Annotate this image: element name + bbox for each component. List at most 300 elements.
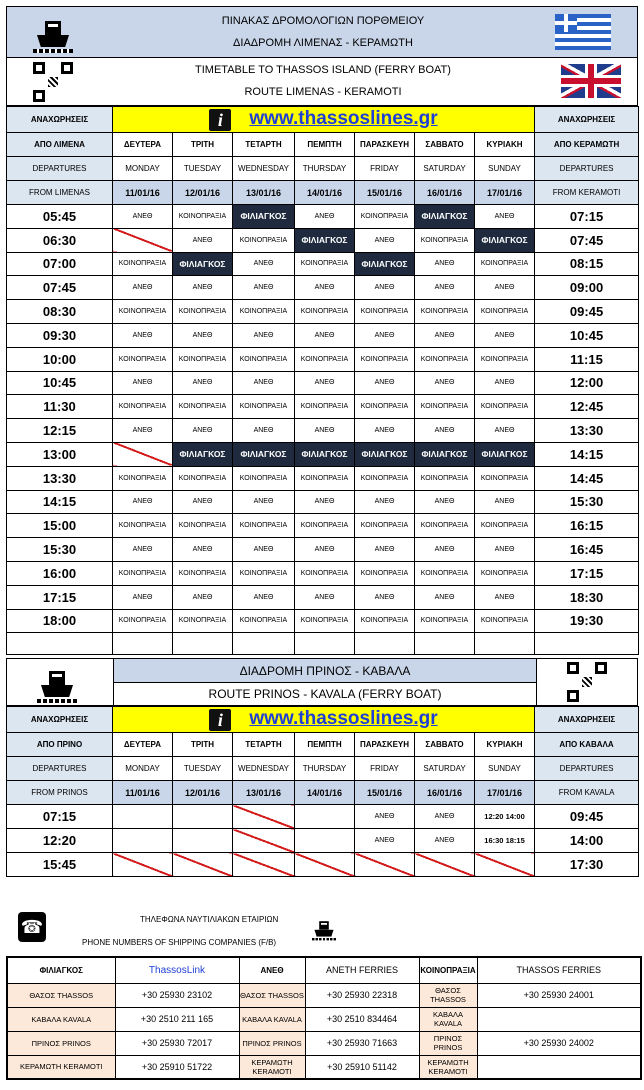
schedule-cell: ΚΟΙΝΟΠΡΑΞΙΑ — [475, 395, 535, 419]
phone-number[interactable] — [477, 1007, 641, 1031]
schedule-cell — [173, 805, 233, 829]
uk-flag-icon — [561, 64, 621, 98]
route2-day-gr-6: ΚΥΡΙΑΚΗ — [475, 733, 535, 757]
schedule-cell: ΑΝΕΘ — [233, 371, 295, 395]
empty-cell — [173, 633, 233, 655]
schedule-cell: ΚΟΙΝΟΠΡΑΞΙΑ — [233, 609, 295, 633]
route2-day-en-3: THURSDAY — [295, 757, 355, 781]
schedule-cell: ΑΝΕΘ — [355, 490, 415, 514]
schedule-cell: ΑΝΕΘ — [355, 228, 415, 252]
phone-number[interactable]: +30 2510 834464 — [305, 1007, 419, 1031]
schedule-cell: ΚΟΙΝΟΠΡΑΞΙΑ — [475, 466, 535, 490]
schedule-cell: ΑΝΕΘ — [415, 371, 475, 395]
route2-right-header-1: ΑΝΑΧΩΡΗΣΕΙΣ — [535, 707, 639, 733]
phone-place: ΚΕΡΑΜΩΤΗ KERAMOTI — [239, 1055, 305, 1079]
route1-left-header-1: ΑΝΑΧΩΡΗΣΕΙΣ — [7, 107, 113, 133]
info-icon: i — [209, 109, 231, 131]
route1-day-en-2: WEDNESDAY — [233, 157, 295, 181]
route2-day-gr-4: ΠΑΡΑΣΚΕΥΗ — [355, 733, 415, 757]
schedule-cell: ΑΝΕΘ — [173, 538, 233, 562]
greek-route: ΔΙΑΔΡΟΜΗ ΛΙΜΕΝΑΣ - ΚΕΡΑΜΩΤΗ — [233, 37, 413, 49]
schedule-cell: ΑΝΕΘ — [173, 585, 233, 609]
return-time: 14:00 — [535, 829, 639, 853]
schedule-cell: ΑΝΕΘ — [113, 323, 173, 347]
schedule-cell: ΚΟΙΝΟΠΡΑΞΙΑ — [113, 561, 173, 585]
schedule-cell: ΚΟΙΝΟΠΡΑΞΙΑ — [233, 228, 295, 252]
return-time: 09:00 — [535, 276, 639, 300]
route2-day-gr-0: ΔΕΥΤΕΡΑ — [113, 733, 173, 757]
departure-time: 13:00 — [7, 442, 113, 466]
table-row — [7, 561, 639, 585]
phone-number[interactable]: +30 25930 22318 — [305, 983, 419, 1007]
schedule-cell: ΑΝΕΘ — [173, 490, 233, 514]
schedule-cell: ΑΝΕΘ — [355, 371, 415, 395]
route1-left-header-4: FROM LIMENAS — [7, 181, 113, 205]
schedule-cell: ΦΙΛΙΑΓΚΟΣ — [415, 442, 475, 466]
phone-number[interactable]: +30 25930 72017 — [115, 1031, 239, 1055]
schedule-cell: ΦΙΛΙΑΓΚΟΣ — [295, 228, 355, 252]
schedule-cell: ΚΟΙΝΟΠΡΑΞΙΑ — [475, 300, 535, 324]
schedule-cell: ΚΟΙΝΟΠΡΑΞΙΑ — [173, 347, 233, 371]
schedule-cell: ΑΝΕΘ — [475, 538, 535, 562]
phone-place: ΠΡΙΝΟΣ PRINOS — [239, 1031, 305, 1055]
schedule-cell: ΦΙΛΙΑΓΚΟΣ — [233, 205, 295, 229]
phone-icon: ☎ — [18, 912, 46, 942]
no-service-cell — [173, 853, 233, 877]
route1-day-date-6: 17/01/16 — [475, 181, 535, 205]
route2-day-date-1: 12/01/16 — [173, 781, 233, 805]
schedule-cell: ΦΙΛΙΑΓΚΟΣ — [233, 442, 295, 466]
route1-day-date-4: 15/01/16 — [355, 181, 415, 205]
schedule-cell: ΦΙΛΙΑΓΚΟΣ — [173, 442, 233, 466]
schedule-cell: ΑΝΕΘ — [355, 538, 415, 562]
return-time: 16:15 — [535, 514, 639, 538]
table-row — [7, 442, 639, 466]
schedule-cell: ΦΙΛΙΑΓΚΟΣ — [173, 252, 233, 276]
phone-place: ΚΕΡΑΜΩΤΗ KERAMOTI — [7, 1055, 115, 1079]
return-time: 09:45 — [535, 300, 639, 324]
no-service-cell — [355, 853, 415, 877]
schedule-cell: ΑΝΕΘ — [355, 829, 415, 853]
empty-cell — [535, 633, 639, 655]
phone-place: ΠΡΙΝΟΣ PRINOS — [419, 1031, 477, 1055]
schedule-cell: ΑΝΕΘ — [113, 419, 173, 443]
schedule-cell: ΚΟΙΝΟΠΡΑΞΙΑ — [295, 395, 355, 419]
schedule-cell: ΑΝΕΘ — [415, 538, 475, 562]
schedule-cell: ΚΟΙΝΟΠΡΑΞΙΑ — [415, 395, 475, 419]
empty-cell — [113, 633, 173, 655]
return-time: 15:30 — [535, 490, 639, 514]
schedule-cell: ΑΝΕΘ — [113, 205, 173, 229]
schedule-cell: ΚΟΙΝΟΠΡΑΞΙΑ — [475, 561, 535, 585]
schedule-cell — [113, 829, 173, 853]
schedule-cell: ΚΟΙΝΟΠΡΑΞΙΑ — [355, 514, 415, 538]
phone-number[interactable]: +30 25910 51722 — [115, 1055, 239, 1079]
schedule-cell: ΚΟΙΝΟΠΡΑΞΙΑ — [295, 300, 355, 324]
return-time: 11:15 — [535, 347, 639, 371]
schedule-cell: ΑΝΕΘ — [475, 323, 535, 347]
route2-day-en-0: MONDAY — [113, 757, 173, 781]
no-service-cell — [113, 228, 173, 252]
table-row — [7, 252, 639, 276]
schedule-cell: ΑΝΕΘ — [475, 490, 535, 514]
route1-day-gr-0: ΔΕΥΤΕΡΑ — [113, 133, 173, 157]
schedule-cell: ΚΟΙΝΟΠΡΑΞΙΑ — [415, 466, 475, 490]
schedule-cell: ΚΟΙΝΟΠΡΑΞΙΑ — [295, 561, 355, 585]
schedule-cell: ΚΟΙΝΟΠΡΑΞΙΑ — [355, 609, 415, 633]
departure-time: 15:45 — [7, 853, 113, 877]
schedule-cell: ΑΝΕΘ — [475, 585, 535, 609]
route2-day-en-1: TUESDAY — [173, 757, 233, 781]
schedule-cell: ΚΟΙΝΟΠΡΑΞΙΑ — [415, 228, 475, 252]
route2-day-gr-1: ΤΡΙΤΗ — [173, 733, 233, 757]
phone-place: ΠΡΙΝΟΣ PRINOS — [7, 1031, 115, 1055]
route2-left-header-2: ΑΠΟ ΠΡΙΝΟ — [7, 733, 113, 757]
spacer-row — [7, 633, 639, 655]
schedule-cell: ΑΝΕΘ — [295, 419, 355, 443]
route1-day-gr-5: ΣΑΒΒΑΤΟ — [415, 133, 475, 157]
table-row — [7, 609, 639, 633]
schedule-cell: 16:30 18:15 — [475, 829, 535, 853]
route1-right-header-3: DEPARTURES — [535, 157, 639, 181]
greek-flag-icon — [555, 14, 611, 50]
route2-day-en-2: WEDNESDAY — [233, 757, 295, 781]
schedule-cell: ΑΝΕΘ — [113, 585, 173, 609]
table-row — [7, 466, 639, 490]
departure-time: 15:00 — [7, 514, 113, 538]
schedule-cell: ΑΝΕΘ — [355, 805, 415, 829]
schedule-cell: ΚΟΙΝΟΠΡΑΞΙΑ — [355, 300, 415, 324]
no-service-cell — [233, 853, 295, 877]
phone-place: ΘΑΣΟΣ THASSOS — [7, 983, 115, 1007]
route1-day-gr-4: ΠΑΡΑΣΚΕΥΗ — [355, 133, 415, 157]
schedule-cell: ΚΟΙΝΟΠΡΑΞΙΑ — [295, 347, 355, 371]
table-row — [7, 205, 639, 229]
schedule-cell: ΑΝΕΘ — [355, 276, 415, 300]
return-time: 16:45 — [535, 538, 639, 562]
schedule-cell: ΦΙΛΙΑΓΚΟΣ — [415, 205, 475, 229]
route2-timetable — [6, 706, 639, 877]
route1-left-header-3: DEPARTURES — [7, 157, 113, 181]
schedule-cell: ΑΝΕΘ — [415, 419, 475, 443]
departure-time: 17:15 — [7, 585, 113, 609]
route1-day-en-1: TUESDAY — [173, 157, 233, 181]
schedule-cell: ΑΝΕΘ — [295, 371, 355, 395]
route1-day-en-4: FRIDAY — [355, 157, 415, 181]
return-time: 07:15 — [535, 205, 639, 229]
return-time: 07:45 — [535, 228, 639, 252]
no-service-cell — [475, 853, 535, 877]
english-title: TIMETABLE TO THASSOS ISLAND (FERRY BOAT) — [195, 64, 451, 76]
schedule-cell: ΑΝΕΘ — [295, 323, 355, 347]
departure-time: 09:30 — [7, 323, 113, 347]
schedule-cell: ΑΝΕΘ — [295, 276, 355, 300]
schedule-cell: ΑΝΕΘ — [415, 276, 475, 300]
schedule-cell: ΦΙΛΙΑΓΚΟΣ — [295, 442, 355, 466]
schedule-cell: ΚΟΙΝΟΠΡΑΞΙΑ — [295, 609, 355, 633]
route2-left-header-3: DEPARTURES — [7, 757, 113, 781]
phone-number[interactable]: +30 2510 211 165 — [115, 1007, 239, 1031]
phone-number[interactable]: +30 25930 24001 — [477, 983, 641, 1007]
empty-cell — [415, 633, 475, 655]
phone-place: ΚΕΡΑΜΩΤΗ KERAMOTI — [419, 1055, 477, 1079]
route1-day-date-1: 12/01/16 — [173, 181, 233, 205]
table-row — [7, 300, 639, 324]
phone-number[interactable]: +30 25910 51142 — [305, 1055, 419, 1079]
return-time: 17:15 — [535, 561, 639, 585]
website-banner-2 — [113, 707, 535, 733]
schedule-cell: ΚΟΙΝΟΠΡΑΞΙΑ — [355, 205, 415, 229]
route2-day-date-4: 15/01/16 — [355, 781, 415, 805]
top-header — [6, 6, 638, 58]
schedule-cell: ΚΟΙΝΟΠΡΑΞΙΑ — [415, 609, 475, 633]
schedule-cell: ΑΝΕΘ — [355, 585, 415, 609]
phone-place: ΚΑΒΑΛΑ KAVALA — [7, 1007, 115, 1031]
table-row — [7, 829, 639, 853]
departure-time: 08:30 — [7, 300, 113, 324]
company-code: ΚΟΙΝΟΠΡΑΞΙΑ — [419, 957, 477, 983]
schedule-cell: ΚΟΙΝΟΠΡΑΞΙΑ — [173, 514, 233, 538]
company-name: ThassosLink — [115, 957, 239, 983]
return-time: 19:30 — [535, 609, 639, 633]
route1-day-en-5: SATURDAY — [415, 157, 475, 181]
schedule-cell: ΑΝΕΘ — [233, 323, 295, 347]
return-time: 14:45 — [535, 466, 639, 490]
no-service-cell — [415, 853, 475, 877]
route1-right-header-2: ΑΠΟ ΚΕΡΑΜΩΤΗ — [535, 133, 639, 157]
route1-day-gr-1: ΤΡΙΤΗ — [173, 133, 233, 157]
schedule-cell: ΚΟΙΝΟΠΡΑΞΙΑ — [475, 514, 535, 538]
return-time: 09:45 — [535, 805, 639, 829]
route2-header — [6, 658, 638, 706]
route2-left-header-1: ΑΝΑΧΩΡΗΣΕΙΣ — [7, 707, 113, 733]
schedule-cell: 12:20 14:00 — [475, 805, 535, 829]
phone-place: ΘΑΣΟΣ THASSOS — [239, 983, 305, 1007]
company-code: ΦΙΛΙΑΓΚΟΣ — [7, 957, 115, 983]
return-time: 12:45 — [535, 395, 639, 419]
schedule-cell: ΑΝΕΘ — [295, 538, 355, 562]
schedule-cell: ΚΟΙΝΟΠΡΑΞΙΑ — [415, 561, 475, 585]
schedule-cell: ΑΝΕΘ — [173, 371, 233, 395]
no-service-cell — [233, 805, 295, 829]
schedule-cell: ΑΝΕΘ — [475, 371, 535, 395]
route2-day-date-3: 14/01/16 — [295, 781, 355, 805]
ferry-ship-icon-3 — [312, 926, 326, 940]
route2-day-en-4: FRIDAY — [355, 757, 415, 781]
route2-right-header-3: DEPARTURES — [535, 757, 639, 781]
schedule-cell: ΑΝΕΘ — [415, 252, 475, 276]
schedule-cell: ΚΟΙΝΟΠΡΑΞΙΑ — [233, 347, 295, 371]
departure-time: 06:30 — [7, 228, 113, 252]
no-service-cell — [113, 853, 173, 877]
no-service-cell — [295, 853, 355, 877]
schedule-cell: ΑΝΕΘ — [295, 205, 355, 229]
table-row — [7, 371, 639, 395]
ferry-ship-icon-2 — [37, 663, 77, 703]
departure-time: 10:00 — [7, 347, 113, 371]
schedule-cell: ΑΝΕΘ — [233, 276, 295, 300]
schedule-cell: ΚΟΙΝΟΠΡΑΞΙΑ — [295, 514, 355, 538]
route1-right-header-4: FROM KERAMOTI — [535, 181, 639, 205]
departure-time: 15:30 — [7, 538, 113, 562]
schedule-cell: ΑΝΕΘ — [475, 419, 535, 443]
schedule-cell: ΑΝΕΘ — [475, 205, 535, 229]
table-row — [7, 323, 639, 347]
schedule-cell: ΚΟΙΝΟΠΡΑΞΙΑ — [173, 561, 233, 585]
website-banner — [113, 107, 535, 133]
schedule-cell — [295, 805, 355, 829]
schedule-cell: ΑΝΕΘ — [475, 276, 535, 300]
route2-day-gr-3: ΠΕΜΠΤΗ — [295, 733, 355, 757]
table-row — [7, 853, 639, 877]
route2-day-date-2: 13/01/16 — [233, 781, 295, 805]
departure-time: 07:00 — [7, 252, 113, 276]
route2-day-date-0: 11/01/16 — [113, 781, 173, 805]
empty-cell — [355, 633, 415, 655]
route1-day-date-3: 14/01/16 — [295, 181, 355, 205]
route1-day-date-5: 16/01/16 — [415, 181, 475, 205]
schedule-cell: ΦΙΛΙΑΓΚΟΣ — [475, 442, 535, 466]
schedule-cell: ΚΟΙΝΟΠΡΑΞΙΑ — [113, 514, 173, 538]
company-code: ΑΝΕΘ — [239, 957, 305, 983]
route1-day-en-6: SUNDAY — [475, 157, 535, 181]
english-route: ROUTE LIMENAS - KERAMOTI — [244, 86, 402, 98]
departure-time: 05:45 — [7, 205, 113, 229]
company-name: ANETH FERRIES — [305, 957, 419, 983]
schedule-cell: ΑΝΕΘ — [415, 585, 475, 609]
route2-left-header-4: FROM PRINOS — [7, 781, 113, 805]
phones-title-en: PHONE NUMBERS OF SHIPPING COMPANIES (F/B) — [82, 938, 277, 947]
return-time: 13:30 — [535, 419, 639, 443]
route2-day-en-6: SUNDAY — [475, 757, 535, 781]
no-service-cell — [233, 829, 295, 853]
return-time: 08:15 — [535, 252, 639, 276]
route2-right-header-4: FROM KAVALA — [535, 781, 639, 805]
english-header — [6, 58, 638, 106]
schedule-cell: ΑΝΕΘ — [415, 829, 475, 853]
schedule-cell: ΚΟΙΝΟΠΡΑΞΙΑ — [355, 347, 415, 371]
schedule-cell: ΑΝΕΘ — [415, 490, 475, 514]
schedule-cell: ΑΝΕΘ — [233, 252, 295, 276]
departure-time: 14:15 — [7, 490, 113, 514]
schedule-cell — [295, 829, 355, 853]
schedule-cell: ΚΟΙΝΟΠΡΑΞΙΑ — [113, 466, 173, 490]
schedule-cell — [173, 829, 233, 853]
schedule-cell: ΚΟΙΝΟΠΡΑΞΙΑ — [295, 466, 355, 490]
departure-time: 07:45 — [7, 276, 113, 300]
schedule-cell: ΚΟΙΝΟΠΡΑΞΙΑ — [113, 395, 173, 419]
schedule-cell: ΑΝΕΘ — [113, 538, 173, 562]
route1-left-header-2: ΑΠΟ ΛΙΜΕΝΑ — [7, 133, 113, 157]
schedule-cell: ΚΟΙΝΟΠΡΑΞΙΑ — [113, 347, 173, 371]
return-time: 14:15 — [535, 442, 639, 466]
schedule-cell: ΑΝΕΘ — [113, 276, 173, 300]
phone-place: ΘΑΣΟΣ THASSOS — [419, 983, 477, 1007]
phone-number[interactable]: +30 25930 23102 — [115, 983, 239, 1007]
return-time: 12:00 — [535, 371, 639, 395]
schedule-cell: ΑΝΕΘ — [173, 228, 233, 252]
schedule-cell: ΚΟΙΝΟΠΡΑΞΙΑ — [475, 347, 535, 371]
schedule-cell: ΚΟΙΝΟΠΡΑΞΙΑ — [355, 395, 415, 419]
route1-day-gr-3: ΠΕΜΠΤΗ — [295, 133, 355, 157]
phone-number[interactable]: +30 25930 24002 — [477, 1031, 641, 1055]
route1-day-gr-2: ΤΕΤΑΡΤΗ — [233, 133, 295, 157]
schedule-cell: ΑΝΕΘ — [355, 323, 415, 347]
schedule-cell: ΚΟΙΝΟΠΡΑΞΙΑ — [355, 466, 415, 490]
phone-place: ΚΑΒΑΛΑ KAVALA — [239, 1007, 305, 1031]
schedule-cell: ΚΟΙΝΟΠΡΑΞΙΑ — [295, 252, 355, 276]
schedule-cell: ΦΙΛΙΑΓΚΟΣ — [355, 442, 415, 466]
schedule-cell: ΦΙΛΙΑΓΚΟΣ — [475, 228, 535, 252]
phones-table — [6, 956, 642, 1080]
empty-cell — [233, 633, 295, 655]
phone-number[interactable] — [477, 1055, 641, 1079]
route2-day-gr-2: ΤΕΤΑΡΤΗ — [233, 733, 295, 757]
departure-time: 10:45 — [7, 371, 113, 395]
website-link[interactable]: www.thassoslines.gr — [249, 108, 438, 130]
schedule-cell: ΑΝΕΘ — [233, 538, 295, 562]
route2-english-title: ROUTE PRINOS - KAVALA (FERRY BOAT) — [113, 683, 537, 706]
schedule-cell: ΚΟΙΝΟΠΡΑΞΙΑ — [233, 561, 295, 585]
route2-day-date-6: 17/01/16 — [475, 781, 535, 805]
schedule-cell: ΚΟΙΝΟΠΡΑΞΙΑ — [173, 466, 233, 490]
departure-time: 16:00 — [7, 561, 113, 585]
route1-day-en-3: THURSDAY — [295, 157, 355, 181]
schedule-cell: ΚΟΙΝΟΠΡΑΞΙΑ — [233, 466, 295, 490]
departure-time: 07:15 — [7, 805, 113, 829]
route2-right-header-2: ΑΠΟ ΚΑΒΑΛΑ — [535, 733, 639, 757]
schedule-cell: ΑΝΕΘ — [173, 419, 233, 443]
route1-day-date-2: 13/01/16 — [233, 181, 295, 205]
empty-cell — [295, 633, 355, 655]
schedule-cell: ΑΝΕΘ — [415, 323, 475, 347]
table-row — [7, 228, 639, 252]
route1-day-date-0: 11/01/16 — [113, 181, 173, 205]
schedule-cell: ΚΟΙΝΟΠΡΑΞΙΑ — [415, 300, 475, 324]
route2-day-en-5: SATURDAY — [415, 757, 475, 781]
schedule-cell — [113, 805, 173, 829]
schedule-cell: ΚΟΙΝΟΠΡΑΞΙΑ — [415, 514, 475, 538]
table-row — [7, 538, 639, 562]
departure-time: 11:30 — [7, 395, 113, 419]
schedule-cell: ΑΝΕΘ — [233, 419, 295, 443]
return-time: 18:30 — [535, 585, 639, 609]
route2-greek-title: ΔΙΑΔΡΟΜΗ ΠΡΙΝΟΣ - ΚΑΒΑΛΑ — [113, 659, 537, 683]
schedule-cell: ΚΟΙΝΟΠΡΑΞΙΑ — [173, 205, 233, 229]
route1-day-en-0: MONDAY — [113, 157, 173, 181]
schedule-cell: ΑΝΕΘ — [295, 490, 355, 514]
website-link-2[interactable]: www.thassoslines.gr — [249, 708, 438, 730]
departure-time: 18:00 — [7, 609, 113, 633]
schedule-cell: ΑΝΕΘ — [173, 276, 233, 300]
schedule-cell: ΚΟΙΝΟΠΡΑΞΙΑ — [173, 395, 233, 419]
table-row — [7, 805, 639, 829]
empty-cell — [475, 633, 535, 655]
schedule-cell: ΚΟΙΝΟΠΡΑΞΙΑ — [173, 300, 233, 324]
table-row — [7, 490, 639, 514]
departure-time: 12:15 — [7, 419, 113, 443]
greek-title: ΠΙΝΑΚΑΣ ΔΡΟΜΟΛΟΓΙΩΝ ΠΟΡΘΜΕΙΟΥ — [221, 15, 425, 27]
phone-number[interactable]: +30 25930 71663 — [305, 1031, 419, 1055]
route1-timetable — [6, 106, 639, 655]
schedule-cell: ΚΟΙΝΟΠΡΑΞΙΑ — [173, 609, 233, 633]
qr-code-icon-2 — [567, 662, 607, 702]
schedule-cell: ΦΙΛΙΑΓΚΟΣ — [355, 252, 415, 276]
schedule-cell: ΑΝΕΘ — [355, 419, 415, 443]
phones-title-gr: ΤΗΛΕΦΩΝΑ ΝΑΥΤΙΛΙΑΚΩΝ ΕΤΑΙΡΙΩΝ — [140, 915, 279, 924]
schedule-cell: ΚΟΙΝΟΠΡΑΞΙΑ — [475, 609, 535, 633]
schedule-cell: ΚΟΙΝΟΠΡΑΞΙΑ — [415, 347, 475, 371]
